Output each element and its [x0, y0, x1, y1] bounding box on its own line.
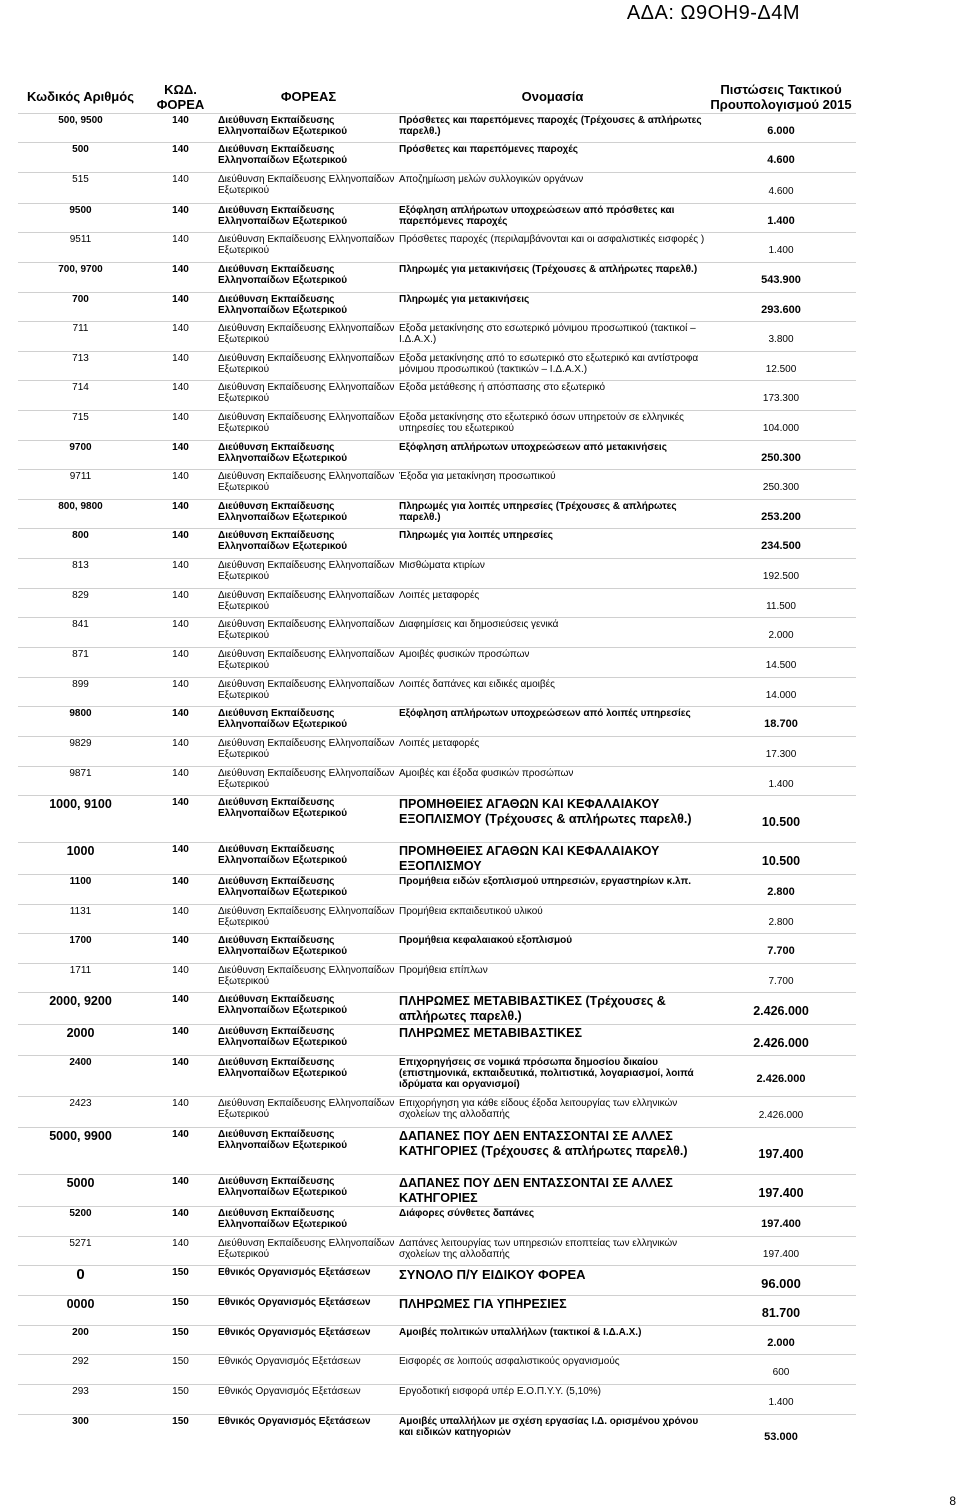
- org-cell: Διεύθυνση Εκπαίδευσης Ελληνοπαίδων Εξωτερικού: [218, 618, 399, 648]
- name-cell: Πρόσθετες και παρεπόμενες παροχές (Τρέχουσες & απλήρωτες παρελθ.): [399, 114, 706, 143]
- amount-cell: 250.300: [706, 441, 856, 470]
- table-row: [18, 1415, 856, 1455]
- org-cell: Διεύθυνση Εκπαίδευσης Ελληνοπαίδων Εξωτερικού: [218, 1237, 399, 1266]
- amount-cell: 4.600: [706, 173, 856, 204]
- name-cell: Εξοδα μετακίνησης στο εσωτερικό μόνιμου προσωπικού (τακτικοί – Ι.Δ.Α.Χ.): [399, 322, 706, 352]
- kwd-cell: 140: [143, 737, 218, 767]
- kwd-cell: 140: [143, 1237, 218, 1266]
- code-cell: 292: [18, 1355, 143, 1385]
- code-cell: 1711: [18, 964, 143, 993]
- amount-cell: 2.426.000: [706, 1056, 856, 1097]
- table-row: [18, 905, 856, 934]
- amount-cell: 18.700: [706, 707, 856, 737]
- header-code: Κωδικός Αριθμός: [27, 89, 134, 104]
- org-cell: Διεύθυνση Εκπαίδευσης Ελληνοπαίδων Εξωτερικού: [218, 529, 399, 559]
- code-cell: 2000: [18, 1025, 143, 1056]
- code-cell: 500: [18, 143, 143, 173]
- name-cell: Πληρωμές για μετακινήσεις (Τρέχουσες & απλήρωτες παρελθ.): [399, 263, 706, 293]
- org-cell: Διεύθυνση Εκπαίδευσης Ελληνοπαίδων Εξωτερικού: [218, 293, 399, 322]
- kwd-cell: 140: [143, 905, 218, 934]
- org-cell: Διεύθυνση Εκπαίδευσης Ελληνοπαίδων Εξωτερικού: [218, 322, 399, 352]
- code-cell: 515: [18, 173, 143, 204]
- table-row: [18, 589, 856, 618]
- org-cell: Διεύθυνση Εκπαίδευσης Ελληνοπαίδων Εξωτερικού: [218, 381, 399, 411]
- kwd-cell: 140: [143, 411, 218, 441]
- amount-cell: 2.000: [706, 618, 856, 648]
- code-cell: 9700: [18, 441, 143, 470]
- code-cell: 1000, 9100: [18, 796, 143, 843]
- table-row: [18, 114, 856, 143]
- org-cell: Διεύθυνση Εκπαίδευσης Ελληνοπαίδων Εξωτερικού: [218, 767, 399, 796]
- table-row: [18, 1326, 856, 1355]
- table-row: [18, 1128, 856, 1175]
- table-header-row: [18, 80, 856, 114]
- table-row: [18, 767, 856, 796]
- name-cell: Εξόφληση απλήρωτων υποχρεώσεων από πρόσθετες και παρεπόμενες παροχές: [399, 204, 706, 233]
- table-row: [18, 1237, 856, 1266]
- name-cell: Εισφορές σε λοιπούς ασφαλιστικούς οργανισμούς: [399, 1355, 706, 1385]
- name-cell: Εξοδα μετάθεσης ή απόσπασης στο εξωτερικό: [399, 381, 706, 411]
- name-cell: ΠΡΟΜΗΘΕΙΕΣ ΑΓΑΘΩΝ ΚΑΙ ΚΕΦΑΛΑΙΑΚΟΥ ΕΞΟΠΛΙΣΜΟΥ: [399, 843, 706, 875]
- kwd-cell: 150: [143, 1415, 218, 1455]
- kwd-cell: 140: [143, 114, 218, 143]
- org-cell: Διεύθυνση Εκπαίδευσης Ελληνοπαίδων Εξωτερικού: [218, 114, 399, 143]
- kwd-cell: 140: [143, 1056, 218, 1097]
- code-cell: 200: [18, 1326, 143, 1355]
- code-cell: 700, 9700: [18, 263, 143, 293]
- table-row: [18, 964, 856, 993]
- table-row: [18, 233, 856, 263]
- org-cell: Διεύθυνση Εκπαίδευσης Ελληνοπαίδων Εξωτερικού: [218, 173, 399, 204]
- name-cell: ΔΑΠΑΝΕΣ ΠΟΥ ΔΕΝ ΕΝΤΑΣΣΟΝΤΑΙ ΣΕ ΑΛΛΕΣ ΚΑΤΗΓΟΡΙΕΣ: [399, 1175, 706, 1207]
- amount-cell: 543.900: [706, 263, 856, 293]
- kwd-cell: 140: [143, 441, 218, 470]
- amount-cell: 192.500: [706, 559, 856, 589]
- org-cell: Εθνικός Οργανισμός Εξετάσεων: [218, 1266, 399, 1296]
- table-row: [18, 500, 856, 529]
- org-cell: Διεύθυνση Εκπαίδευσης Ελληνοπαίδων Εξωτερικού: [218, 263, 399, 293]
- org-cell: Διεύθυνση Εκπαίδευσης Ελληνοπαίδων Εξωτερικού: [218, 352, 399, 381]
- kwd-cell: 150: [143, 1326, 218, 1355]
- kwd-cell: 140: [143, 875, 218, 905]
- code-cell: 800, 9800: [18, 500, 143, 529]
- amount-cell: 197.400: [706, 1175, 856, 1207]
- code-cell: 899: [18, 678, 143, 707]
- name-cell: Εργοδοτική εισφορά υπέρ Ε.Ο.Π.Υ.Υ. (5,10%): [399, 1385, 706, 1415]
- kwd-cell: 140: [143, 173, 218, 204]
- table-row: [18, 470, 856, 500]
- kwd-cell: 140: [143, 618, 218, 648]
- table-row: [18, 1355, 856, 1385]
- code-cell: 714: [18, 381, 143, 411]
- kwd-cell: 140: [143, 322, 218, 352]
- org-cell: Διεύθυνση Εκπαίδευσης Ελληνοπαίδων Εξωτερικού: [218, 411, 399, 441]
- amount-cell: 3.800: [706, 322, 856, 352]
- table-row: [18, 648, 856, 678]
- header-org: ΦΟΡΕΑΣ: [280, 89, 337, 104]
- kwd-cell: 150: [143, 1355, 218, 1385]
- org-cell: Διεύθυνση Εκπαίδευσης Ελληνοπαίδων Εξωτερικού: [218, 1025, 399, 1056]
- amount-cell: 253.200: [706, 500, 856, 529]
- amount-cell: 2.426.000: [706, 1097, 856, 1128]
- amount-cell: 14.500: [706, 648, 856, 678]
- kwd-cell: 140: [143, 589, 218, 618]
- org-cell: Εθνικός Οργανισμός Εξετάσεων: [218, 1326, 399, 1355]
- table-row: [18, 796, 856, 843]
- code-cell: 800: [18, 529, 143, 559]
- table-row: [18, 204, 856, 233]
- name-cell: Έξοδα για μετακίνηση προσωπικού: [399, 470, 706, 500]
- code-cell: 700: [18, 293, 143, 322]
- code-cell: 9500: [18, 204, 143, 233]
- kwd-cell: 140: [143, 233, 218, 263]
- org-cell: Διεύθυνση Εκπαίδευσης Ελληνοπαίδων Εξωτερικού: [218, 1207, 399, 1237]
- name-cell: Πληρωμές για λοιπές υπηρεσίες (Τρέχουσες & απλήρωτες παρελθ.): [399, 500, 706, 529]
- org-cell: Διεύθυνση Εκπαίδευσης Ελληνοπαίδων Εξωτερικού: [218, 905, 399, 934]
- amount-cell: 1.400: [706, 767, 856, 796]
- org-cell: Διεύθυνση Εκπαίδευσης Ελληνοπαίδων Εξωτερικού: [218, 934, 399, 964]
- amount-cell: 234.500: [706, 529, 856, 559]
- name-cell: Αποζημίωση μελών συλλογικών οργάνων: [399, 173, 706, 204]
- org-cell: Διεύθυνση Εκπαίδευσης Ελληνοπαίδων Εξωτερικού: [218, 559, 399, 589]
- kwd-cell: 140: [143, 293, 218, 322]
- header-name: Ονομασία: [521, 89, 584, 104]
- org-cell: Διεύθυνση Εκπαίδευσης Ελληνοπαίδων Εξωτερικού: [218, 678, 399, 707]
- kwd-cell: 140: [143, 1097, 218, 1128]
- org-cell: Διεύθυνση Εκπαίδευσης Ελληνοπαίδων Εξωτερικού: [218, 143, 399, 173]
- kwd-cell: 140: [143, 263, 218, 293]
- code-cell: 9800: [18, 707, 143, 737]
- table-row: [18, 843, 856, 875]
- amount-cell: 600: [706, 1355, 856, 1385]
- code-cell: 2423: [18, 1097, 143, 1128]
- kwd-cell: 140: [143, 1128, 218, 1175]
- code-cell: 711: [18, 322, 143, 352]
- amount-cell: 10.500: [706, 843, 856, 875]
- table-row: [18, 143, 856, 173]
- name-cell: ΠΛΗΡΩΜΕΣ ΓΙΑ ΥΠΗΡΕΣΙΕΣ: [399, 1296, 706, 1326]
- table-row: [18, 411, 856, 441]
- org-cell: Διεύθυνση Εκπαίδευσης Ελληνοπαίδων Εξωτερικού: [218, 204, 399, 233]
- kwd-cell: 140: [143, 143, 218, 173]
- name-cell: Αμοιβές υπαλλήλων με σχέση εργασίας Ι.Δ. ορισμένου χρόνου και ειδικών κατηγοριών: [399, 1415, 706, 1455]
- kwd-cell: 140: [143, 529, 218, 559]
- amount-cell: 53.000: [706, 1415, 856, 1455]
- code-cell: 0000: [18, 1296, 143, 1326]
- kwd-cell: 140: [143, 1175, 218, 1207]
- code-cell: 2000, 9200: [18, 993, 143, 1025]
- amount-cell: 2.426.000: [706, 1025, 856, 1056]
- kwd-cell: 150: [143, 1296, 218, 1326]
- table-row: [18, 678, 856, 707]
- budget-table: [18, 80, 856, 1455]
- kwd-cell: 140: [143, 500, 218, 529]
- kwd-cell: 140: [143, 470, 218, 500]
- amount-cell: 10.500: [706, 796, 856, 843]
- kwd-cell: 140: [143, 1207, 218, 1237]
- name-cell: Μισθώματα κτιρίων: [399, 559, 706, 589]
- name-cell: Εξόφληση απλήρωτων υποχρεώσεων από μετακινήσεις: [399, 441, 706, 470]
- amount-cell: 1.400: [706, 204, 856, 233]
- code-cell: 300: [18, 1415, 143, 1455]
- amount-cell: 7.700: [706, 934, 856, 964]
- code-cell: 5200: [18, 1207, 143, 1237]
- table-row: [18, 618, 856, 648]
- code-cell: 293: [18, 1385, 143, 1415]
- table-row: [18, 293, 856, 322]
- name-cell: Προμήθεια ειδών εξοπλισμού υπηρεσιών, εργαστηρίων κ.λπ.: [399, 875, 706, 905]
- name-cell: Πρόσθετες και παρεπόμενες παροχές: [399, 143, 706, 173]
- code-cell: 871: [18, 648, 143, 678]
- amount-cell: 2.000: [706, 1326, 856, 1355]
- amount-cell: 17.300: [706, 737, 856, 767]
- table-row: [18, 381, 856, 411]
- amount-cell: 104.000: [706, 411, 856, 441]
- code-cell: 5000, 9900: [18, 1128, 143, 1175]
- table-row: [18, 441, 856, 470]
- amount-cell: 12.500: [706, 352, 856, 381]
- org-cell: Διεύθυνση Εκπαίδευσης Ελληνοπαίδων Εξωτερικού: [218, 964, 399, 993]
- org-cell: Διεύθυνση Εκπαίδευσης Ελληνοπαίδων Εξωτερικού: [218, 993, 399, 1025]
- name-cell: Προμήθεια κεφαλαιακού εξοπλισμού: [399, 934, 706, 964]
- name-cell: Δαπάνες λειτουργίας των υπηρεσιών εποπτείας των ελληνικών σχολείων της αλλοδαπής: [399, 1237, 706, 1266]
- code-cell: 0: [18, 1266, 143, 1296]
- amount-cell: 4.600: [706, 143, 856, 173]
- org-cell: Διεύθυνση Εκπαίδευσης Ελληνοπαίδων Εξωτερικού: [218, 1175, 399, 1207]
- org-cell: Διεύθυνση Εκπαίδευσης Ελληνοπαίδων Εξωτερικού: [218, 648, 399, 678]
- name-cell: ΠΛΗΡΩΜΕΣ ΜΕΤΑΒΙΒΑΣΤΙΚΕΣ (Τρέχουσες & απλήρωτες παρελθ.): [399, 993, 706, 1025]
- code-cell: 1700: [18, 934, 143, 964]
- table-row: [18, 1296, 856, 1326]
- amount-cell: 11.500: [706, 589, 856, 618]
- kwd-cell: 140: [143, 352, 218, 381]
- kwd-cell: 140: [143, 678, 218, 707]
- org-cell: Διεύθυνση Εκπαίδευσης Ελληνοπαίδων Εξωτερικού: [218, 1128, 399, 1175]
- amount-cell: 250.300: [706, 470, 856, 500]
- name-cell: Λοιπές μεταφορές: [399, 737, 706, 767]
- org-cell: Εθνικός Οργανισμός Εξετάσεων: [218, 1385, 399, 1415]
- amount-cell: 197.400: [706, 1207, 856, 1237]
- org-cell: Διεύθυνση Εκπαίδευσης Ελληνοπαίδων Εξωτερικού: [218, 737, 399, 767]
- amount-cell: 2.800: [706, 905, 856, 934]
- ada-code: ΑΔΑ: Ω9ΟΗ9-Δ4Μ: [626, 2, 800, 24]
- kwd-cell: 140: [143, 204, 218, 233]
- amount-cell: 1.400: [706, 1385, 856, 1415]
- amount-cell: 1.400: [706, 233, 856, 263]
- code-cell: 9871: [18, 767, 143, 796]
- table-row: [18, 993, 856, 1025]
- code-cell: 841: [18, 618, 143, 648]
- code-cell: 9511: [18, 233, 143, 263]
- kwd-cell: 140: [143, 559, 218, 589]
- code-cell: 5271: [18, 1237, 143, 1266]
- org-cell: Διεύθυνση Εκπαίδευσης Ελληνοπαίδων Εξωτερικού: [218, 441, 399, 470]
- kwd-cell: 140: [143, 964, 218, 993]
- org-cell: Διεύθυνση Εκπαίδευσης Ελληνοπαίδων Εξωτερικού: [218, 1097, 399, 1128]
- name-cell: Εξοδα μετακίνησης από το εσωτερικό στο εξωτερικό και αντίστροφα μόνιμου προσωπικού (τακτικών – Ι.Δ.Α.Χ.): [399, 352, 706, 381]
- table-row: [18, 1097, 856, 1128]
- table-row: [18, 559, 856, 589]
- org-cell: Διεύθυνση Εκπαίδευσης Ελληνοπαίδων Εξωτερικού: [218, 1056, 399, 1097]
- amount-cell: 7.700: [706, 964, 856, 993]
- org-cell: Διεύθυνση Εκπαίδευσης Ελληνοπαίδων Εξωτερικού: [218, 796, 399, 843]
- org-cell: Διεύθυνση Εκπαίδευσης Ελληνοπαίδων Εξωτερικού: [218, 875, 399, 905]
- code-cell: 5000: [18, 1175, 143, 1207]
- code-cell: 1131: [18, 905, 143, 934]
- name-cell: Λοιπές μεταφορές: [399, 589, 706, 618]
- code-cell: 829: [18, 589, 143, 618]
- table-row: [18, 1056, 856, 1097]
- code-cell: 500, 9500: [18, 114, 143, 143]
- amount-cell: 14.000: [706, 678, 856, 707]
- kwd-cell: 140: [143, 381, 218, 411]
- name-cell: Πληρωμές για λοιπές υπηρεσίες: [399, 529, 706, 559]
- amount-cell: 81.700: [706, 1296, 856, 1326]
- name-cell: Πληρωμές για μετακινήσεις: [399, 293, 706, 322]
- name-cell: Προμήθεια εκπαιδευτικού υλικού: [399, 905, 706, 934]
- code-cell: 2400: [18, 1056, 143, 1097]
- kwd-cell: 140: [143, 1025, 218, 1056]
- name-cell: ΣΥΝΟΛΟ Π/Υ ΕΙΔΙΚΟΥ ΦΟΡΕΑ: [399, 1266, 706, 1296]
- page-number: 8: [949, 1494, 956, 1508]
- amount-cell: 197.400: [706, 1237, 856, 1266]
- org-cell: Διεύθυνση Εκπαίδευσης Ελληνοπαίδων Εξωτερικού: [218, 589, 399, 618]
- table-row: [18, 707, 856, 737]
- table-row: [18, 529, 856, 559]
- name-cell: Λοιπές δαπάνες και ειδικές αμοιβές: [399, 678, 706, 707]
- name-cell: Πρόσθετες παροχές (περιλαμβάνονται και οι ασφαλιστικές εισφορές ): [399, 233, 706, 263]
- org-cell: Εθνικός Οργανισμός Εξετάσεων: [218, 1415, 399, 1455]
- kwd-cell: 140: [143, 843, 218, 875]
- table-row: [18, 173, 856, 204]
- table-row: [18, 322, 856, 352]
- name-cell: Διάφορες σύνθετες δαπάνες: [399, 1207, 706, 1237]
- header-amount: Πιστώσεις Τακτικού Προυπολογισμού 2015: [710, 81, 852, 112]
- code-cell: 813: [18, 559, 143, 589]
- name-cell: Αμοιβές και έξοδα φυσικών προσώπων: [399, 767, 706, 796]
- org-cell: Διεύθυνση Εκπαίδευσης Ελληνοπαίδων Εξωτερικού: [218, 470, 399, 500]
- table-body: [18, 114, 856, 1455]
- kwd-cell: 140: [143, 934, 218, 964]
- name-cell: Προμήθεια επίπλων: [399, 964, 706, 993]
- kwd-cell: 140: [143, 767, 218, 796]
- amount-cell: 293.600: [706, 293, 856, 322]
- table-row: [18, 934, 856, 964]
- table-row: [18, 737, 856, 767]
- kwd-cell: 150: [143, 1385, 218, 1415]
- name-cell: Διαφημίσεις και δημοσιεύσεις γενικά: [399, 618, 706, 648]
- code-cell: 1000: [18, 843, 143, 875]
- name-cell: ΔΑΠΑΝΕΣ ΠΟΥ ΔΕΝ ΕΝΤΑΣΣΟΝΤΑΙ ΣΕ ΑΛΛΕΣ ΚΑΤΗΓΟΡΙΕΣ (Τρέχουσες & απλήρωτες παρελθ.): [399, 1128, 706, 1175]
- name-cell: ΠΛΗΡΩΜΕΣ ΜΕΤΑΒΙΒΑΣΤΙΚΕΣ: [399, 1025, 706, 1056]
- table-row: [18, 1025, 856, 1056]
- name-cell: Εξοδα μετακίνησης στο εξωτερικό όσων υπηρετούν σε ελληνικές υπηρεσίες του εξωτερικού: [399, 411, 706, 441]
- org-cell: Διεύθυνση Εκπαίδευσης Ελληνοπαίδων Εξωτερικού: [218, 707, 399, 737]
- amount-cell: 2.426.000: [706, 993, 856, 1025]
- org-cell: Διεύθυνση Εκπαίδευσης Ελληνοπαίδων Εξωτερικού: [218, 843, 399, 875]
- code-cell: 1100: [18, 875, 143, 905]
- code-cell: 713: [18, 352, 143, 381]
- code-cell: 9711: [18, 470, 143, 500]
- table-row: [18, 1207, 856, 1237]
- code-cell: 715: [18, 411, 143, 441]
- amount-cell: 197.400: [706, 1128, 856, 1175]
- amount-cell: 6.000: [706, 114, 856, 143]
- name-cell: ΠΡΟΜΗΘΕΙΕΣ ΑΓΑΘΩΝ ΚΑΙ ΚΕΦΑΛΑΙΑΚΟΥ ΕΞΟΠΛΙΣΜΟΥ (Τρέχουσες & απλήρωτες παρελθ.): [399, 796, 706, 843]
- kwd-cell: 140: [143, 707, 218, 737]
- table-row: [18, 1385, 856, 1415]
- org-cell: Εθνικός Οργανισμός Εξετάσεων: [218, 1296, 399, 1326]
- table-row: [18, 1266, 856, 1296]
- kwd-cell: 140: [143, 993, 218, 1025]
- name-cell: Επιχορηγήσεις σε νομικά πρόσωπα δημοσίου δικαίου (επιστημονικά, εκπαιδευτικά, πολιτιστικά, λογαριασμοί, λοιπά ιδρύματα και οργανισμοί): [399, 1056, 706, 1097]
- org-cell: Εθνικός Οργανισμός Εξετάσεων: [218, 1355, 399, 1385]
- name-cell: Αμοιβές φυσικών προσώπων: [399, 648, 706, 678]
- kwd-cell: 150: [143, 1266, 218, 1296]
- amount-cell: 173.300: [706, 381, 856, 411]
- name-cell: Αμοιβές πολιτικών υπαλλήλων (τακτικοί & Ι.Δ.Α.Χ.): [399, 1326, 706, 1355]
- org-cell: Διεύθυνση Εκπαίδευσης Ελληνοπαίδων Εξωτερικού: [218, 500, 399, 529]
- name-cell: Εξόφληση απλήρωτων υποχρεώσεων από λοιπές υπηρεσίες: [399, 707, 706, 737]
- amount-cell: 96.000: [706, 1266, 856, 1296]
- kwd-cell: 140: [143, 796, 218, 843]
- kwd-cell: 140: [143, 648, 218, 678]
- table-row: [18, 263, 856, 293]
- amount-cell: 2.800: [706, 875, 856, 905]
- org-cell: Διεύθυνση Εκπαίδευσης Ελληνοπαίδων Εξωτερικού: [218, 233, 399, 263]
- table-row: [18, 875, 856, 905]
- table-row: [18, 1175, 856, 1207]
- table-row: [18, 352, 856, 381]
- name-cell: Επιχορήγηση για κάθε είδους έξοδα λειτουργίας των ελληνικών σχολείων της αλλοδαπής: [399, 1097, 706, 1128]
- code-cell: 9829: [18, 737, 143, 767]
- header-kwd: ΚΩΔ. ΦΟΡΕΑ: [156, 81, 205, 112]
